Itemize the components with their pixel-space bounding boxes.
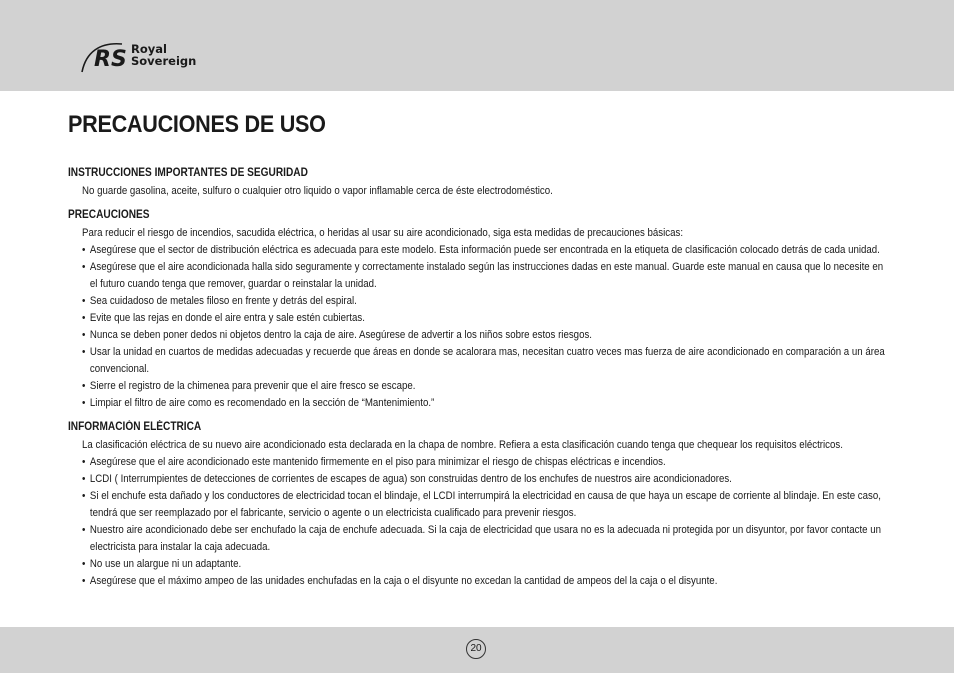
page-content — [68, 110, 888, 598]
royal-sovereign-logo — [78, 38, 208, 78]
list-item: • Asegúrese que el aire acondicionado este mantenido firmemente en el piso para minimizar el riesgo de chispas eléctricas e incendios. — [82, 454, 886, 471]
section-heading-precauciones: PRECAUCIONES — [68, 209, 150, 221]
list-item: • Limpiar el filtro de aire como es recomendado en la sección de “Mantenimiento.” — [82, 395, 886, 412]
list-item: • Nuestro aire acondicionado debe ser enchufado la caja de enchufe adecuada. Si la caja de electricidad que usara no es la adecuada ni protegida por un disyuntor, por favor contacte un electricista para instalar la caja adecuada. — [82, 522, 886, 556]
section-intro-seguridad: No guarde gasolina, aceite, sulfuro o cualquier otro liquido o vapor inflamable cerca de éste electrodoméstico. — [82, 185, 553, 197]
list-item: • Asegúrese que el aire acondicionada halla sido seguramente y correctamente instalado según las instrucciones dadas en este manual. Guarde este manual en causa que lo necesite en el futuro cuando tenga que remover, guardar o reinstalar la unidad. — [82, 259, 886, 293]
list-item: • Nunca se deben poner dedos ni objetos dentro la caja de aire. Asegúrese de advertir a los niños sobre estos riesgos. — [82, 327, 886, 344]
list-item: • Asegúrese que el sector de distribución eléctrica es adecuada para este modelo. Esta información puede ser encontrada en la etiqueta de clasificación colocado detrás de cada unidad. — [82, 242, 886, 259]
rs-logo-mark-icon — [78, 38, 134, 78]
logo-wordmark — [131, 43, 196, 67]
list-item: • Evite que las rejas en donde el aire entra y sale estén cubiertas. — [82, 310, 886, 327]
section-heading-seguridad: INSTRUCCIONES IMPORTANTES DE SEGURIDAD — [68, 167, 308, 179]
logo-name-line2: Sovereign — [131, 54, 197, 68]
list-item: • LCDI ( Interrumpientes de detecciones de corrientes de escapes de agua) son construidas dentro de los enchufes de nuestros aire acondicionadores. — [82, 471, 886, 488]
list-item: • Si el enchufe esta dañado y los conductores de electricidad tocan el blindaje, el LCDI interrumpirá la electricidad en causa de que haya un escape de corriente al blindaje. En este caso, tendrá que ser reemplazado por el fabricante, servicio o agente o un electricista cualificado para prevenir riesgos. — [82, 488, 886, 522]
section-intro-precauciones: Para reducir el riesgo de incendios, sacudida eléctrica, o heridas al usar su aire acondicionado, siga esta medidas de precauciones básicas: — [82, 227, 684, 239]
list-item: • Usar la unidad en cuartos de medidas adecuadas y recuerde que áreas en donde se acalorara mas, necesitan cuatro veces mas fuerza de aire acondicionado en comparación a un área convencional. — [82, 344, 886, 378]
page-header — [0, 0, 954, 91]
list-item: • Sea cuidadoso de metales filoso en frente y detrás del espiral. — [82, 293, 886, 310]
section-heading-informacion-electrica: INFORMACIÓN ELÉCTRICA — [68, 421, 202, 433]
list-item: • Asegúrese que el máximo ampeo de las unidades enchufadas en la caja o el disyunte no excedan la cantidad de ampeos del la caja o el disyunte. — [82, 573, 886, 590]
list-item: • Sierre el registro de la chimenea para prevenir que el aire fresco se escape. — [82, 378, 886, 395]
section-intro-informacion-electrica: La clasificación eléctrica de su nuevo aire acondicionado esta declarada en la chapa de nombre. Refiera a esta clasificación cuando tenga que chequear los requisitos eléctricos. — [82, 439, 843, 451]
precauciones-list — [82, 242, 888, 412]
informacion-electrica-list — [82, 454, 888, 590]
page-title: PRECAUCIONES DE USO — [68, 111, 326, 138]
page-number: 20 — [466, 639, 486, 659]
logo-name-line1: Royal — [131, 42, 167, 56]
list-item: • No use un alargue ni un adaptante. — [82, 556, 886, 573]
logo-letters: RS — [94, 47, 127, 72]
page-footer — [0, 627, 954, 673]
